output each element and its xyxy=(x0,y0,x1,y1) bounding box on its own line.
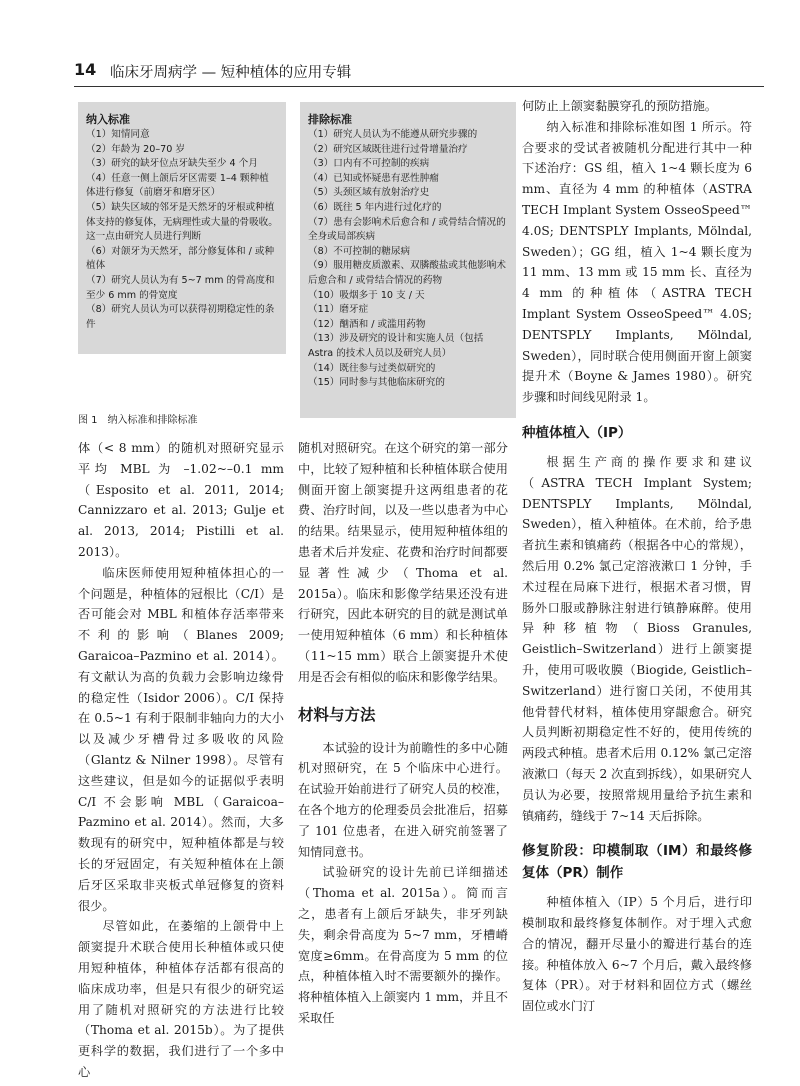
paragraph: 试验研究的设计先前已详细描述（Thoma et al. 2015a）。简而言之，患者有上颌后牙缺失，非牙列缺失，剩余骨高度为 5~7 mm，牙槽嵴宽度≥6mm。在骨高度为 5 mm 的位点，种植体植入时不需要额外的操作。将种植体植入上颌窦内 1 mm，并且不采取任 xyxy=(298,865,508,1025)
exclusion-criteria-box xyxy=(300,102,516,418)
inclusion-item: （1）知情同意 xyxy=(86,129,150,140)
text-column-1 xyxy=(78,438,284,1083)
running-header xyxy=(74,58,764,88)
exclusion-title: 排除标准 xyxy=(308,113,352,126)
exclusion-item: （9）服用糖皮质激素、双膦酸盐或其他影响术后愈合和 / 或骨结合情况的药物 xyxy=(308,260,506,286)
paragraph: 根据生产商的操作要求和建议（ASTRA TECH Implant System; DENTSPLY Implants, Mölndal, Sweden），植入种植体。在术前，给予患者抗生素和镇痛药（根据各中心的常规），然后用 0.2% 氯己定溶液漱口 1 分钟，手术过程在局麻下进行，根据术者习惯，胃肠外口服或静脉注射进行镇静麻醉。使用异种移植物（Bioss Granules, Geistlich–Switzerland）进行上颌窦提升，使用可吸收膜（Biogide, Geistlich–Switzerland）进行窗口关闭，不使用其他骨替代材料，植体使用穿龈愈合。研究人员判断初期稳定性不好的，使用传统的两段式种植。患者术后用 0.12% 氯己定溶液漱口（每天 2 次直到拆线），如果研究人员认为必要，按照常规用量给予抗生素和镇痛药，缝线于 7~14 天后拆除。 xyxy=(522,454,752,823)
exclusion-item: （6）既往 5 年内进行过化疗的 xyxy=(308,201,442,213)
text-column-3 xyxy=(522,96,752,1017)
exclusion-item: （13）涉及研究的设计和实施人员（包括 Astra 的技术人员以及研究人员） xyxy=(308,333,484,359)
exclusion-item: （10）吸烟多于 10 支 / 天 xyxy=(308,289,425,301)
inclusion-criteria-box xyxy=(78,102,286,354)
paragraph: 临床医师使用短种植体担心的一个问题是，种植体的冠根比（C/I）是否可能会对 MBL 和植体存活率带来不利的影响（Blanes 2009; Garaicoa–Pazmino et al. 2014）。有文献认为高的负载力会影响边缘骨的稳定性（Isidor 2006）。C/I 保持在 0.5~1 有利于限制非轴向力的大小以及减少牙槽骨过多吸收的风险（Glantz & Nilner 1998）。尽管有这些建议，但是如今的证据似乎表明 C/I 不会影响 MBL（Garaicoa–Pazmino et al. 2014）。然而，大多数现有的研究中，短种植体都是与较长的牙冠固定，有关短种植体在上颌后牙区采取非夹板式单冠修复的资料很少。 xyxy=(78,565,284,913)
paragraph: 本试验的设计为前瞻性的多中心随机对照研究，在 5 个临床中心进行。在试验开始前进行了研究人员的校准，在各个地方的伦理委员会批准后，招募了 101 位患者，在进入研究前签署了知情同意书。 xyxy=(298,740,508,859)
subsection-heading-implant-placement: 种植体植入（IP） xyxy=(522,424,632,441)
running-title: 临床牙周病学 — 短种植体的应用专辑 xyxy=(110,65,352,81)
inclusion-item: （6）对颌牙为天然牙，部分修复体和 / 或种植体 xyxy=(86,245,275,272)
exclusion-item: （8）不可控制的糖尿病 xyxy=(308,245,411,257)
text-column-2 xyxy=(298,438,508,1029)
exclusion-item: （3）口内有不可控制的疾病 xyxy=(308,158,430,170)
header-rule xyxy=(74,86,764,87)
inclusion-item: （5）缺失区域的邻牙是天然牙的牙根或种植体支持的修复体，无病理性或大量的骨吸收。这一点由研究人员进行判断 xyxy=(86,201,278,243)
section-heading-methods: 材料与方法 xyxy=(298,705,376,724)
exclusion-item: （14）既往参与过类似研究的 xyxy=(308,362,436,374)
exclusion-item: （1）研究人员认为不能遵从研究步骤的 xyxy=(308,129,478,140)
inclusion-item: （8）研究人员认为可以获得初期稳定性的条件 xyxy=(86,304,275,330)
paragraph: 种植体植入（IP）5 个月后，进行印模制取和最终修复体制作。对于埋入式愈合的情况，翻开尽量小的瓣进行基台的连接。种植体放入 6~7 个月后，戴入最终修复体（PR）。对于材料和固位方式（螺丝固位或水门汀 xyxy=(522,895,752,1014)
inclusion-item: （3）研究的缺牙位点牙缺失至少 4 个月 xyxy=(86,158,258,170)
exclusion-item: （5）头颈区域有放射治疗史 xyxy=(308,187,430,199)
exclusion-item: （7）患有会影响术后愈合和 / 或骨结合情况的全身或局部疾病 xyxy=(308,216,506,243)
paragraph: 纳入标准和排除标准如图 1 所示。符合要求的受试者被随机分配进行其中一种下述治疗：GS 组，植入 1~4 颗长度为 6 mm、直径为 4 mm 的种植体（ASTRA TECH Implant System OsseoSpeed™ 4.0S; DENTSPLY Implants, Mölndal, Sweden）；GG 组，植入 1~4 颗长度为 11 mm、13 mm 或 15 mm 长、直径为 4 mm 的种植体（ASTRA TECH Implant System OsseoSpeed™ 4.0S; DENTSPLY Implants, Mölndal, Sweden），同时联合使用侧面开窗上颌窦提升术（Boyne & James 1980）。研究步骤和时间线见附录 1。 xyxy=(522,119,752,405)
inclusion-item: （4）任意一侧上颌后牙区需要 1–4 颗种植体进行修复（前磨牙和磨牙区） xyxy=(86,172,269,199)
paragraph: 尽管如此，在萎缩的上颌骨中上颌窦提升术联合使用长种植体或只使用短种植体，种植体存活都有很高的临床成功率，但是只有很少的研究运用了随机对照研究的方法进行比较（Thoma et al. 2015b）。为了提供更科学的数据，我们进行了一个多中心 xyxy=(78,919,284,1079)
inclusion-item: （2）年龄为 20–70 岁 xyxy=(86,143,185,155)
exclusion-item: （11）磨牙症 xyxy=(308,304,369,316)
page-number: 14 xyxy=(74,60,97,79)
exclusion-item: （2）研究区域既往进行过骨增量治疗 xyxy=(308,143,468,155)
inclusion-item: （7）研究人员认为有 5~7 mm 的骨高度和至少 6 mm 的骨宽度 xyxy=(86,274,275,301)
exclusion-item: （4）已知或怀疑患有恶性肿瘤 xyxy=(308,172,439,184)
exclusion-item: （12）酗酒和 / 或滥用药物 xyxy=(308,318,426,330)
paragraph: 何防止上颌窦黏膜穿孔的预防措施。 xyxy=(522,99,717,113)
paragraph: 体（< 8 mm）的随机对照研究显示平均 MBL 为 –1.02~–0.1 mm（Esposito et al. 2011, 2014; Cannizzaro et al. 2013; Gulje et al. 2013, 2014; Pistilli et al. 2013）。 xyxy=(78,441,284,559)
paragraph: 随机对照研究。在这个研究的第一部分中，比较了短种植和长种植体联合使用侧面开窗上颌窦提升这两组患者的花费、治疗时间，以及一些以患者为中心的结果。结果显示，使用短种植体组的患者术后并发症、花费和治疗时间都要显著性减少（Thoma et al. 2015a）。临床和影像学结果还没有进行研究，因此本研究的目的就是测试单一使用短种植体（6 mm）和长种植体（11~15 mm）联合上颌窦提升术使用是否会有相似的临床和影像学结果。 xyxy=(298,441,508,684)
inclusion-title: 纳入标准 xyxy=(86,113,130,126)
subsection-heading-restoration: 修复阶段：印模制取（IM）和最终修复体（PR）制作 xyxy=(522,843,752,882)
exclusion-item: （15）同时参与其他临床研究的 xyxy=(308,377,445,389)
figure-caption: 图 1 纳入标准和排除标准 xyxy=(78,415,198,426)
